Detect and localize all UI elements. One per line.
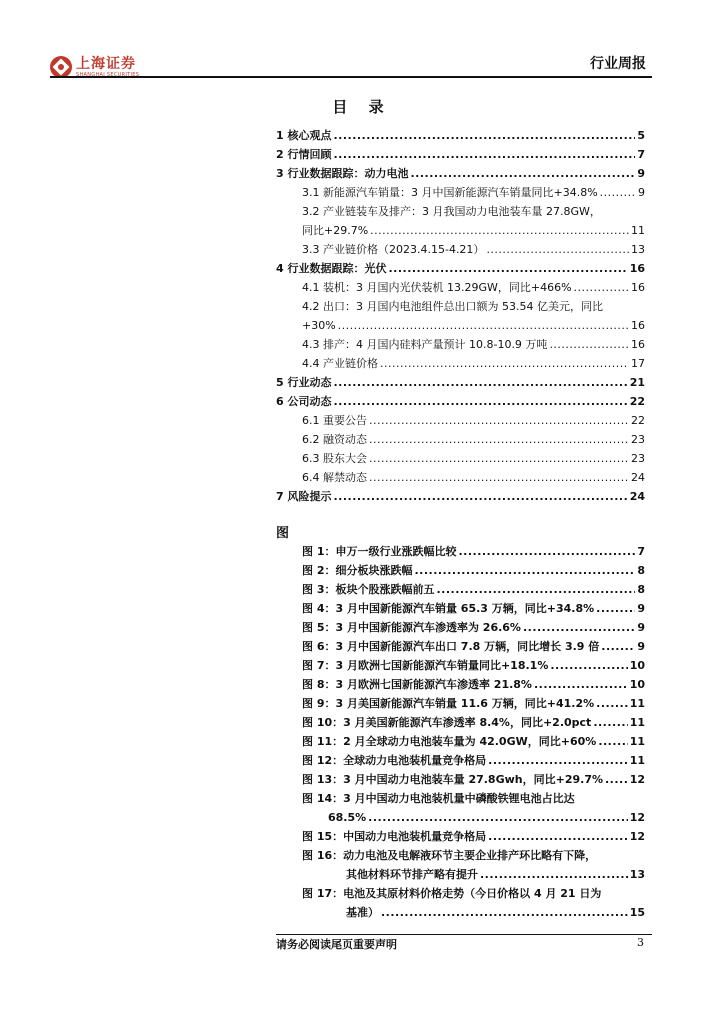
figures-list bbox=[276, 542, 645, 922]
toc-subitem[interactable]: 4.1 装机：3 月国内光伏装机 13.29GW，同比+466% ..... 16 bbox=[302, 278, 645, 297]
figure-item[interactable]: 图 10：3 月美国新能源汽车渗透率 8.4%，同比+2.0pct ..... 11 bbox=[302, 713, 645, 732]
logo-emblem-icon bbox=[50, 56, 72, 78]
figure-item[interactable]: 图 9：3 月美国新能源汽车销量 11.6 万辆，同比+41.2% ..... 11 bbox=[302, 694, 645, 713]
toc-subitem[interactable]: 6.1 重要公告 ..... 22 bbox=[302, 411, 645, 430]
toc-subitem[interactable]: 3.1 新能源汽车销量：3 月中国新能源汽车销量同比+34.8% ..... 9 bbox=[302, 183, 645, 202]
table-of-contents bbox=[276, 126, 645, 506]
figure-item[interactable]: 图 2：细分板块涨跌幅 ..... 8 bbox=[302, 561, 645, 580]
figure-item[interactable]: 图 17：电池及其原材料价格走势（今日价格以 4 月 21 日为 基准） ..... 15 bbox=[302, 884, 645, 922]
company-logo bbox=[50, 56, 139, 78]
toc-subitem[interactable]: 4.3 排产：4 月国内硅料产量预计 10.8-10.9 万吨 ..... 16 bbox=[302, 335, 645, 354]
figure-item[interactable]: 图 16：动力电池及电解液环节主要企业排产环比略有下降， 其他材料环节排产略有提升 ..... 13 bbox=[302, 846, 645, 884]
figures-title: 图 bbox=[276, 526, 290, 541]
figure-item[interactable]: 图 6：3 月中国新能源汽车出口 7.8 万辆，同比增长 3.9 倍 ..... 9 bbox=[302, 637, 645, 656]
logo-name-en: SHANGHAI SECURITIES bbox=[76, 71, 140, 78]
header-divider bbox=[50, 76, 652, 78]
figure-item[interactable]: 图 14：3 月中国动力电池装机量中磷酸铁锂电池占比达 68.5% ..... 12 bbox=[302, 789, 645, 827]
toc-subitem[interactable]: 6.3 股东大会 ..... 23 bbox=[302, 449, 645, 468]
toc-item[interactable]: 7 风险提示 ..... 24 bbox=[276, 487, 645, 506]
figure-item[interactable]: 图 11：2 月全球动力电池装车量为 42.0GW，同比+60% ..... 11 bbox=[302, 732, 645, 751]
report-type: 行业周报 bbox=[590, 56, 646, 72]
toc-subitem[interactable]: 3.3 产业链价格（2023.4.15-4.21） ..... 13 bbox=[302, 240, 645, 259]
footer-divider bbox=[276, 934, 652, 935]
toc-subitem[interactable]: 6.4 解禁动态 ..... 24 bbox=[302, 468, 645, 487]
toc-item[interactable]: 2 行情回顾 ..... 7 bbox=[276, 145, 645, 164]
footer-disclaimer: 请务必阅读尾页重要声明 bbox=[276, 938, 397, 951]
toc-item[interactable]: 5 行业动态 ..... 21 bbox=[276, 373, 645, 392]
toc-item[interactable]: 6 公司动态 ..... 22 bbox=[276, 392, 645, 411]
figure-item[interactable]: 图 8：3 月欧洲七国新能源汽车渗透率 21.8% ..... 10 bbox=[302, 675, 645, 694]
figure-item[interactable]: 图 12：全球动力电池装机量竞争格局 ..... 11 bbox=[302, 751, 645, 770]
figure-item[interactable]: 图 13：3 月中国动力电池装车量 27.8Gwh，同比+29.7% ..... 12 bbox=[302, 770, 645, 789]
figure-item[interactable]: 图 15：中国动力电池装机量竞争格局 ..... 12 bbox=[302, 827, 645, 846]
figure-item[interactable]: 图 3：板块个股涨跌幅前五 ..... 8 bbox=[302, 580, 645, 599]
toc-item[interactable]: 1 核心观点 ..... 5 bbox=[276, 126, 645, 145]
logo-name-cn: 上海证券 bbox=[76, 55, 136, 72]
toc-subitem[interactable]: 4.2 出口：3 月国内电池组件总出口额为 53.54 亿美元，同比 +30% ..... 16 bbox=[302, 297, 645, 335]
toc-item[interactable]: 3 行业数据跟踪：动力电池 ..... 9 bbox=[276, 164, 645, 183]
figure-item[interactable]: 图 4：3 月中国新能源汽车销量 65.3 万辆，同比+34.8% ..... 9 bbox=[302, 599, 645, 618]
toc-subitem[interactable]: 3.2 产业链装车及排产：3 月我国动力电池装车量 27.8GW， 同比+29.7% ..... 11 bbox=[302, 202, 645, 240]
toc-subitem[interactable]: 6.2 融资动态 ..... 23 bbox=[302, 430, 645, 449]
figure-item[interactable]: 图 7：3 月欧洲七国新能源汽车销量同比+18.1% ..... 10 bbox=[302, 656, 645, 675]
toc-title: 目 录 bbox=[332, 98, 392, 116]
figure-item[interactable]: 图 5：3 月中国新能源汽车渗透率为 26.6% ..... 9 bbox=[302, 618, 645, 637]
page-number: 3 bbox=[637, 936, 644, 949]
toc-item[interactable]: 4 行业数据跟踪：光伏 ..... 16 bbox=[276, 259, 645, 278]
toc-subitem[interactable]: 4.4 产业链价格 ..... 17 bbox=[302, 354, 645, 373]
figure-item[interactable]: 图 1：申万一级行业涨跌幅比较 ..... 7 bbox=[302, 542, 645, 561]
